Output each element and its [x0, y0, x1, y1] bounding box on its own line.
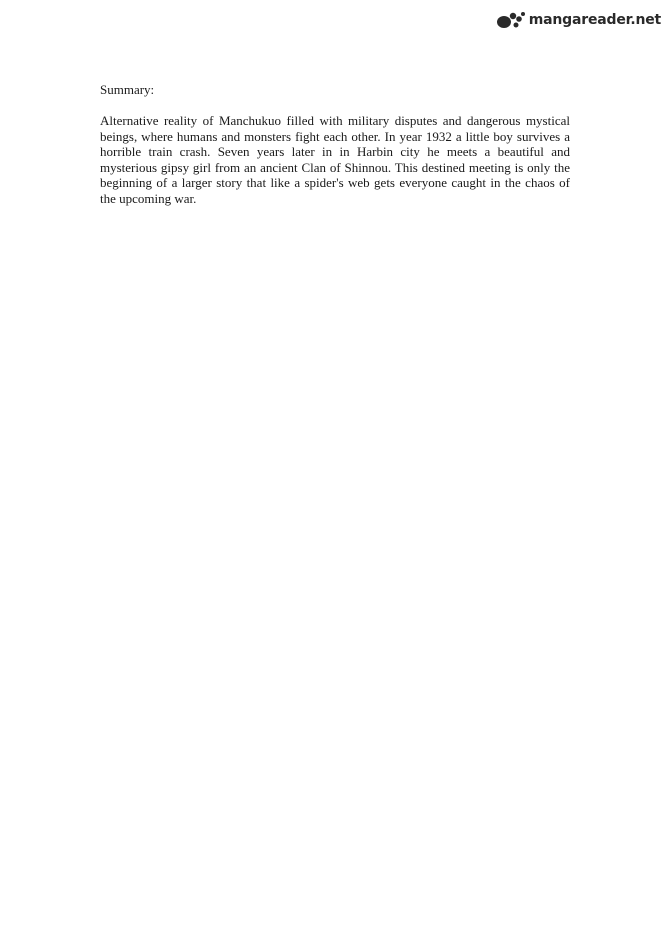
- paw-logo-icon: [496, 10, 526, 30]
- summary-heading: Summary:: [100, 82, 155, 97]
- watermark-text: mangareader.net: [528, 12, 661, 28]
- summary-body: Alternative reality of Manchukuo filled with military disputes and dangerous mystical beings, where humans and monsters fight each other. In year 1932 a little boy survives a horrible train crash. Seven years later in in Harbin city he meets a beautiful and mysterious gipsy girl from an ancient Clan of Shinnou. This destined meeting is only the beginning of a larger story that like a spider's web gets everyone caught in the chaos of the upcoming war.: [100, 113, 570, 206]
- site-watermark: [496, 10, 661, 30]
